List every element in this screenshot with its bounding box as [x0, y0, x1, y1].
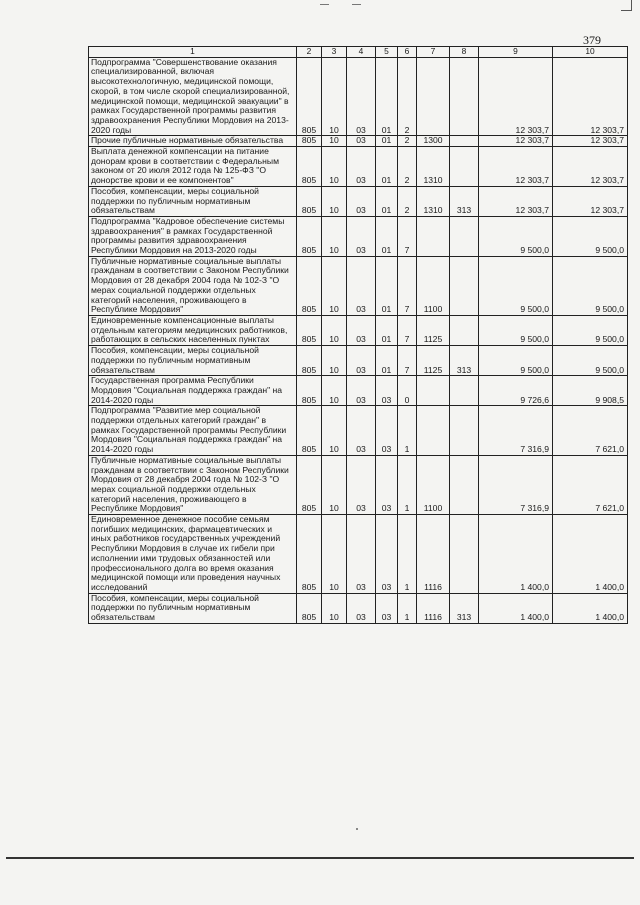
- row-value-cell: 03: [347, 315, 376, 345]
- page-number: 379: [583, 33, 601, 47]
- row-value-cell: 1116: [417, 515, 450, 594]
- table-row: [89, 315, 628, 345]
- row-value-cell: 12 303,7: [479, 147, 553, 187]
- table-row: [89, 346, 628, 376]
- row-value-cell: 9 500,0: [479, 315, 553, 345]
- row-value-cell: [450, 147, 479, 187]
- row-value-cell: 2: [398, 136, 417, 147]
- table-row: [89, 256, 628, 315]
- row-value-cell: 805: [297, 256, 322, 315]
- row-value-cell: 03: [347, 346, 376, 376]
- column-header: 5: [376, 47, 398, 58]
- budget-table: [88, 46, 628, 624]
- row-value-cell: 1: [398, 406, 417, 456]
- row-value-cell: 12 303,7: [479, 136, 553, 147]
- row-value-cell: [450, 406, 479, 456]
- row-value-cell: 10: [322, 346, 347, 376]
- row-value-cell: 12 303,7: [553, 57, 628, 136]
- row-value-cell: 1 400,0: [553, 593, 628, 623]
- row-value-cell: 1 400,0: [479, 515, 553, 594]
- row-value-cell: 1: [398, 593, 417, 623]
- row-value-cell: 805: [297, 186, 322, 216]
- row-value-cell: 10: [322, 147, 347, 187]
- table-row: [89, 406, 628, 456]
- column-header: 2: [297, 47, 322, 58]
- row-name-cell: Пособия, компенсации, меры социальной поддержки по публичным нормативным обязательствам: [89, 346, 297, 376]
- table-row: [89, 57, 628, 136]
- row-value-cell: 01: [376, 186, 398, 216]
- table-row: [89, 186, 628, 216]
- row-value-cell: 805: [297, 136, 322, 147]
- scan-dash-mark: [320, 4, 329, 5]
- row-value-cell: 7: [398, 256, 417, 315]
- row-value-cell: 805: [297, 216, 322, 256]
- row-value-cell: 01: [376, 57, 398, 136]
- column-header: 9: [479, 47, 553, 58]
- row-value-cell: 12 303,7: [553, 147, 628, 187]
- row-value-cell: 10: [322, 515, 347, 594]
- column-header: 3: [322, 47, 347, 58]
- row-value-cell: [450, 136, 479, 147]
- row-value-cell: 1116: [417, 593, 450, 623]
- row-value-cell: 10: [322, 216, 347, 256]
- row-value-cell: 12 303,7: [479, 57, 553, 136]
- row-value-cell: 805: [297, 147, 322, 187]
- row-value-cell: 805: [297, 57, 322, 136]
- column-header: 10: [553, 47, 628, 58]
- row-value-cell: [450, 256, 479, 315]
- row-value-cell: 03: [376, 376, 398, 406]
- page-bottom-rule: [6, 857, 634, 859]
- row-name-cell: Единовременные компенсационные выплаты отдельным категориям медицинских работников, работающих в сельских населенных пунктах: [89, 315, 297, 345]
- row-value-cell: 2: [398, 147, 417, 187]
- row-value-cell: [450, 455, 479, 514]
- table-header-row: [89, 47, 628, 58]
- row-value-cell: 805: [297, 406, 322, 456]
- row-value-cell: [450, 216, 479, 256]
- row-value-cell: 10: [322, 136, 347, 147]
- column-header: 6: [398, 47, 417, 58]
- row-value-cell: 03: [376, 593, 398, 623]
- column-header: 7: [417, 47, 450, 58]
- row-name-cell: Государственная программа Республики Мордовия "Социальная поддержка граждан" на 2014-2020 годы: [89, 376, 297, 406]
- row-value-cell: 9 500,0: [553, 216, 628, 256]
- row-value-cell: 01: [376, 136, 398, 147]
- row-value-cell: 10: [322, 406, 347, 456]
- scan-speck: [356, 828, 358, 830]
- row-value-cell: [417, 57, 450, 136]
- row-value-cell: 9 500,0: [553, 346, 628, 376]
- row-value-cell: 03: [347, 406, 376, 456]
- row-name-cell: Пособия, компенсации, меры социальной поддержки по публичным нормативным обязательствам: [89, 186, 297, 216]
- row-value-cell: 03: [347, 57, 376, 136]
- row-value-cell: 03: [347, 216, 376, 256]
- row-value-cell: 01: [376, 216, 398, 256]
- scan-corner-mark: [621, 0, 632, 11]
- row-value-cell: 805: [297, 346, 322, 376]
- row-value-cell: 01: [376, 256, 398, 315]
- row-value-cell: 7: [398, 216, 417, 256]
- row-value-cell: 7: [398, 346, 417, 376]
- row-value-cell: 10: [322, 186, 347, 216]
- row-value-cell: 03: [347, 256, 376, 315]
- row-value-cell: 01: [376, 346, 398, 376]
- row-value-cell: 805: [297, 315, 322, 345]
- row-value-cell: 01: [376, 147, 398, 187]
- row-value-cell: [450, 57, 479, 136]
- row-value-cell: 12 303,7: [479, 186, 553, 216]
- row-value-cell: 1 400,0: [553, 515, 628, 594]
- row-value-cell: 7 621,0: [553, 455, 628, 514]
- row-value-cell: 7 621,0: [553, 406, 628, 456]
- row-name-cell: Публичные нормативные социальные выплаты гражданам в соответствии с Законом Республики Мордовия от 28 декабря 2004 года № 102-З "О мерах социальной поддержки отдельных категорий населения, проживающего в Республике Мордовия": [89, 455, 297, 514]
- row-value-cell: 10: [322, 315, 347, 345]
- row-value-cell: 10: [322, 593, 347, 623]
- row-value-cell: 1 400,0: [479, 593, 553, 623]
- column-header: 1: [89, 47, 297, 58]
- row-value-cell: 03: [376, 455, 398, 514]
- table-row: [89, 593, 628, 623]
- row-value-cell: [450, 376, 479, 406]
- row-value-cell: 805: [297, 376, 322, 406]
- row-name-cell: Выплата денежной компенсации на питание донорам крови в соответствии с Федеральным законом от 20 июля 2012 года № 125-ФЗ "О донорстве крови и ее компонентов": [89, 147, 297, 187]
- row-value-cell: 313: [450, 346, 479, 376]
- row-value-cell: 9 500,0: [479, 256, 553, 315]
- table-row: [89, 376, 628, 406]
- column-header: 4: [347, 47, 376, 58]
- row-value-cell: 03: [347, 515, 376, 594]
- row-value-cell: 03: [347, 593, 376, 623]
- row-value-cell: [417, 216, 450, 256]
- row-value-cell: 12 303,7: [553, 186, 628, 216]
- row-name-cell: Подпрограмма "Развитие мер социальной поддержки отдельных категорий граждан" в рамках Государственной программы Республики Мордовия "Социальная поддержка граждан" на 2014-2020 годы: [89, 406, 297, 456]
- row-value-cell: [450, 515, 479, 594]
- row-value-cell: 7 316,9: [479, 455, 553, 514]
- row-value-cell: 01: [376, 315, 398, 345]
- row-name-cell: Подпрограмма "Кадровое обеспечение системы здравоохранения" в рамках Государственной программы развития здравоохранения Республики Мордовия на 2013-2020 годы: [89, 216, 297, 256]
- row-value-cell: 9 726,6: [479, 376, 553, 406]
- row-value-cell: 03: [376, 406, 398, 456]
- row-value-cell: 805: [297, 593, 322, 623]
- table-row: [89, 455, 628, 514]
- row-value-cell: 1310: [417, 147, 450, 187]
- row-value-cell: 7: [398, 315, 417, 345]
- row-value-cell: 1: [398, 455, 417, 514]
- row-value-cell: 10: [322, 455, 347, 514]
- row-value-cell: 9 500,0: [479, 216, 553, 256]
- table-row: [89, 136, 628, 147]
- row-value-cell: [450, 315, 479, 345]
- row-value-cell: 805: [297, 515, 322, 594]
- row-value-cell: 9 500,0: [553, 256, 628, 315]
- row-value-cell: [417, 406, 450, 456]
- row-value-cell: 1: [398, 515, 417, 594]
- row-value-cell: 03: [347, 136, 376, 147]
- row-value-cell: 1100: [417, 455, 450, 514]
- row-value-cell: 1300: [417, 136, 450, 147]
- row-value-cell: 10: [322, 57, 347, 136]
- row-value-cell: 9 500,0: [479, 346, 553, 376]
- row-value-cell: [417, 376, 450, 406]
- row-value-cell: 1125: [417, 315, 450, 345]
- row-value-cell: 10: [322, 376, 347, 406]
- row-value-cell: 313: [450, 593, 479, 623]
- row-value-cell: 03: [347, 147, 376, 187]
- row-value-cell: 03: [347, 186, 376, 216]
- table-row: [89, 216, 628, 256]
- row-value-cell: 10: [322, 256, 347, 315]
- row-value-cell: 313: [450, 186, 479, 216]
- row-value-cell: 7 316,9: [479, 406, 553, 456]
- row-value-cell: 9 500,0: [553, 315, 628, 345]
- row-value-cell: 9 908,5: [553, 376, 628, 406]
- row-value-cell: 805: [297, 455, 322, 514]
- row-value-cell: 03: [347, 376, 376, 406]
- row-name-cell: Единовременное денежное пособие семьям погибших медицинских, фармацевтических и иных работников государственных учреждений Республики Мордовия в случае их гибели при исполнении ими трудовых обязанностей или профессионального долга во время оказания медицинской помощи или проведения научных исследований: [89, 515, 297, 594]
- row-value-cell: 03: [376, 515, 398, 594]
- scan-dash-mark: [352, 4, 361, 5]
- row-value-cell: 1100: [417, 256, 450, 315]
- row-name-cell: Подпрограмма "Совершенствование оказания специализированной, включая высокотехнологичную, медицинской помощи, скорой, в том числе скорой специализированной, медицинской помощи, медицинской эвакуации" в рамках Государственной программы развития здравоохранения Республики Мордовия на 2013-2020 годы: [89, 57, 297, 136]
- column-header: 8: [450, 47, 479, 58]
- row-value-cell: 1125: [417, 346, 450, 376]
- row-name-cell: Пособия, компенсации, меры социальной поддержки по публичным нормативным обязательствам: [89, 593, 297, 623]
- row-name-cell: Прочие публичные нормативные обязательства: [89, 136, 297, 147]
- row-value-cell: 03: [347, 455, 376, 514]
- row-value-cell: 2: [398, 57, 417, 136]
- row-value-cell: 1310: [417, 186, 450, 216]
- table-row: [89, 515, 628, 594]
- row-value-cell: 0: [398, 376, 417, 406]
- table-row: [89, 147, 628, 187]
- row-value-cell: 2: [398, 186, 417, 216]
- row-name-cell: Публичные нормативные социальные выплаты гражданам в соответствии с Законом Республики Мордовия от 28 декабря 2004 года № 102-З "О мерах социальной поддержки отдельных категорий населения, проживающего в Республике Мордовия": [89, 256, 297, 315]
- row-value-cell: 12 303,7: [553, 136, 628, 147]
